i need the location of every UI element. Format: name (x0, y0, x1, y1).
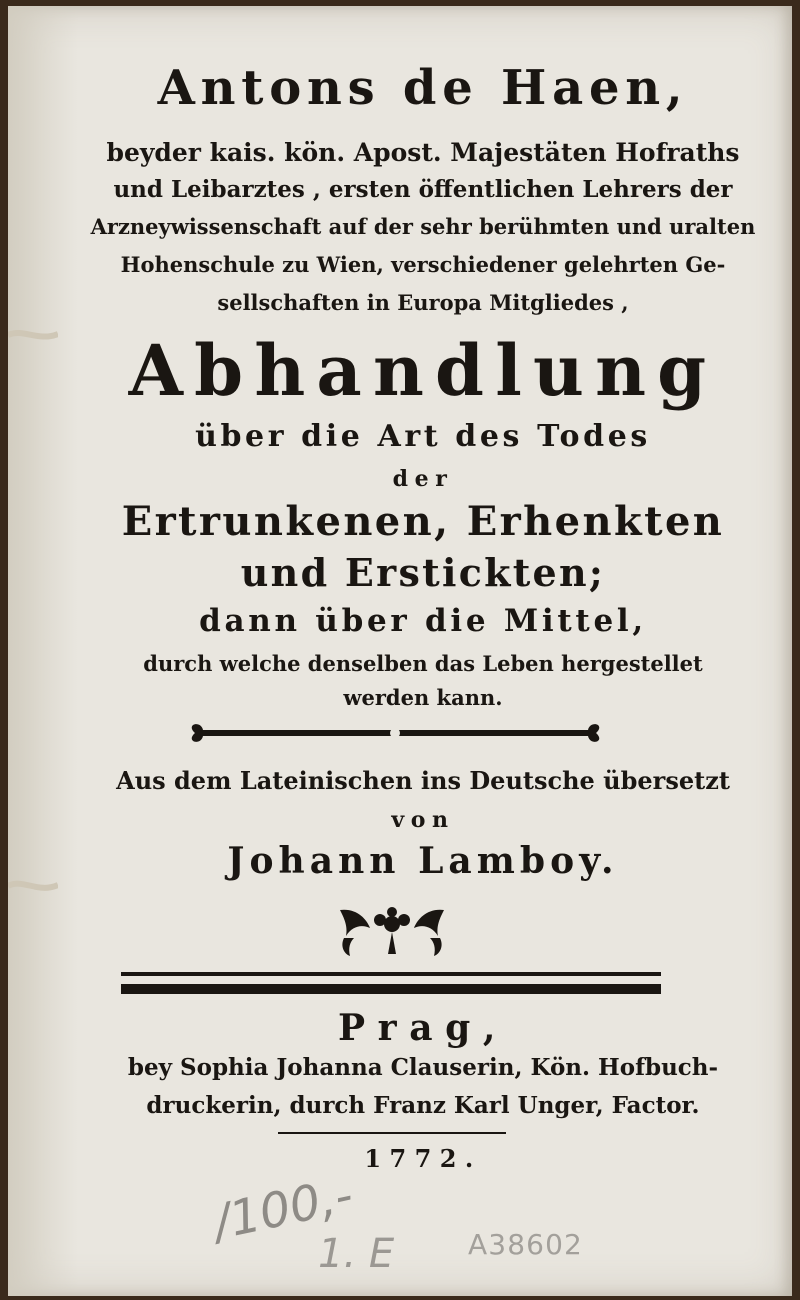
translator-von: von (391, 807, 455, 833)
main-title: Abhandlung (128, 329, 718, 412)
subtitle-line: und Erstickten; (240, 550, 606, 595)
author-title-line: Arzneywissenschaft auf der sehr berühmten und uralten (90, 214, 756, 239)
author-name: Antons de Haen, (157, 60, 689, 116)
author-title-line: beyder kais. kön. Apost. Majestäten Hofraths (106, 138, 740, 167)
double-rule (121, 968, 661, 1000)
translator-name: Johann Lamboy. (227, 840, 619, 882)
subtitle-line: werden kann. (343, 685, 503, 710)
subtitle-line: der (392, 466, 454, 492)
subtitle-line: dann über die Mittel, (199, 603, 647, 639)
pencil-mark: 1. E (318, 1231, 395, 1277)
binding-thread (8, 324, 58, 346)
book-title-page (8, 6, 792, 1296)
imprint-place: Prag, (337, 1007, 509, 1049)
pencil-shelfmark: A38602 (468, 1228, 583, 1261)
floral-ornament-icon (330, 902, 454, 958)
imprint-publisher-line: druckerin, durch Franz Karl Unger, Factor. (146, 1092, 700, 1119)
subtitle-line: über die Art des Todes (195, 419, 651, 454)
author-title-line: Hohenschule zu Wien, verschiedener gelehrten Ge- (120, 252, 726, 277)
subtitle-line: durch welche denselben das Leben hergestellet (143, 651, 703, 676)
imprint-publisher-line: bey Sophia Johanna Clauserin, Kön. Hofbuch- (127, 1054, 719, 1081)
author-title-line: sellschaften in Europa Mitgliedes , (217, 290, 629, 315)
author-title-line: und Leibarztes , ersten öffentlichen Lehrers der (113, 176, 733, 203)
binding-thread (8, 874, 58, 898)
decorative-swirl-rule (183, 720, 608, 746)
pencil-price-mark: /100,- (208, 1167, 358, 1251)
imprint-year: 1772. (364, 1144, 482, 1173)
subtitle-line: Ertrunkenen, Erhenkten (121, 498, 725, 545)
translation-note: Aus dem Lateinischen ins Deutsche übersetzt (116, 766, 730, 795)
thin-rule (278, 1132, 506, 1136)
